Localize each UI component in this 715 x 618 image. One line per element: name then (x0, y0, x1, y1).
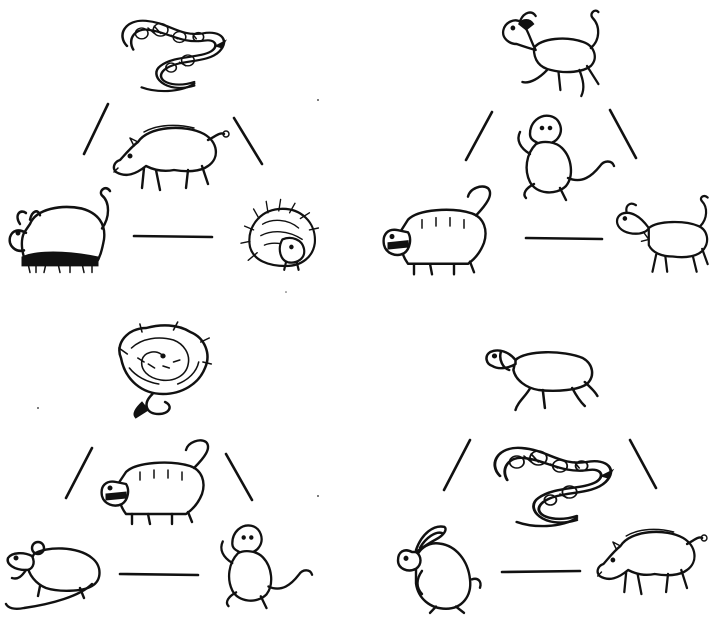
rat-figure-bottom-left (6, 542, 100, 609)
snake-figure-bottom-right (495, 448, 613, 526)
link-line-bottom (134, 236, 212, 237)
group-top-right (384, 11, 708, 275)
goat-figure-bottom-right (486, 350, 597, 410)
group-bottom-left (6, 322, 312, 609)
boar-figure-bottom-right (598, 529, 707, 594)
group-top-left (10, 21, 319, 273)
snake-figure-top-left (122, 21, 225, 91)
group-bottom-right (398, 350, 707, 612)
monkey-figure-top-right (518, 116, 614, 200)
rabbit-figure-bottom-right (398, 526, 481, 612)
tiger-figure-top-right (384, 187, 490, 275)
link-line-bottom (120, 574, 198, 575)
boar-figure-top-left (114, 125, 229, 190)
link-line-left (66, 448, 92, 498)
link-line-right (234, 118, 262, 164)
hedgehog-figure-top-left (241, 200, 318, 270)
dog-figure-top-right (617, 196, 708, 272)
ox-figure-top-left (10, 188, 110, 272)
link-line-left (444, 440, 470, 490)
link-line-left (84, 104, 108, 154)
link-line-bottom (526, 238, 602, 239)
link-line-right (610, 110, 636, 158)
link-line-right (226, 454, 252, 500)
link-line-left (466, 112, 492, 160)
dragon-figure-bottom-left (119, 322, 211, 418)
tiger-figure-bottom-left (102, 440, 208, 524)
monkey-figure-bottom-left (221, 525, 312, 608)
link-line-right (630, 440, 656, 488)
horse-figure-top-right (503, 11, 598, 96)
link-line-bottom (502, 571, 580, 572)
